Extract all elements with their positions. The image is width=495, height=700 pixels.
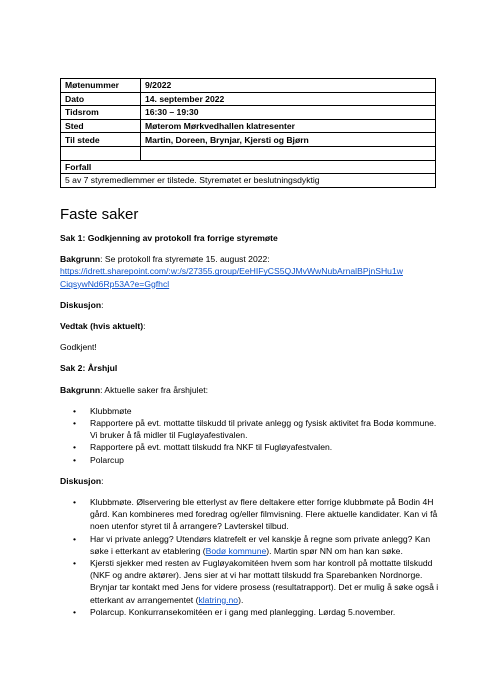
row-label: Møtenummer: [61, 79, 141, 93]
list-item: • Polarcup. Konkurransekomitéen er i gang med planlegging. Lørdag 5.november.: [90, 606, 440, 618]
row-label: [61, 146, 141, 160]
d3-text-b: ).: [238, 594, 244, 605]
table-row: [61, 174, 436, 188]
bakgrunn-label: Bakgrunn: [60, 254, 101, 265]
sak2-bakgrunn: [60, 384, 440, 396]
row-value: 9/2022: [141, 79, 436, 93]
vedtak-colon: :: [143, 321, 146, 332]
list-item: • Klubbmøte. Ølservering ble etterlyst av flere deltakere etter forrige klubbmøte på Bodin 4H gård. Kan kombineres med foredrag og/eller filmvisning. Flere aktuelle kandidater. Kan vi få noen utenfor styret til å arrangere? Lavterskel tilbud.: [90, 496, 440, 533]
sak1-vedtak-value: Godkjent!: [60, 342, 97, 353]
row-value: Martin, Doreen, Brynjar, Kjersti og Bjørn: [141, 133, 436, 147]
sak1-diskusjon: [60, 299, 440, 311]
klatring-link[interactable]: klatring.no: [198, 594, 239, 605]
row-value: Møterom Mørkvedhallen klatresenter: [141, 119, 436, 133]
diskusjon-colon: :: [101, 475, 104, 486]
meeting-info-table: [60, 78, 436, 188]
row-value: 16:30 – 19:30: [141, 106, 436, 120]
list-item: • Rapportere på evt. mottatt tilskudd fra NKF til Fugløyafestvalen.: [90, 441, 440, 453]
bakgrunn-list: [60, 405, 440, 466]
bodo-kommune-link[interactable]: Bodø kommune: [205, 545, 267, 556]
row-label: Til stede: [61, 133, 141, 147]
list-item: [90, 533, 440, 557]
section-title: Faste saker: [60, 206, 139, 223]
table-row: [61, 79, 436, 93]
list-item: [90, 557, 440, 606]
forfall-label: Forfall: [61, 160, 436, 174]
diskusjon-colon: :: [101, 299, 104, 310]
d2-text-b: ). Martin spør NN om han kan søke.: [266, 545, 403, 556]
list-item: • Klubbmøte: [90, 405, 440, 417]
table-row: [61, 146, 436, 160]
row-label: Sted: [61, 119, 141, 133]
table-row: [61, 106, 436, 120]
vedtak-label: Vedtak (hvis aktuelt): [60, 321, 144, 332]
row-value: 14. september 2022: [141, 92, 436, 106]
list-item: • Rapportere på evt. mottatte tilskudd til private anlegg og fysisk aktivitet fra Bodø kommune. Vi bruker å få midler til Fugløyafestivalen.: [90, 417, 440, 441]
sak1-title: Sak 1: Godkjenning av protokoll fra forrige styremøte: [60, 233, 278, 243]
d2-text-a: Har vi private anlegg? Utendørs klatrefelt er vel kanskje å regne som private anlegg? Kan søke i etterkant av etablering (: [90, 533, 431, 556]
diskusjon-list: [60, 496, 440, 618]
table-row: [61, 92, 436, 106]
bakgrunn-text: : Se protokoll fra styremøte 15. august 2022:: [100, 254, 270, 265]
bakgrunn-label: Bakgrunn: [60, 384, 101, 395]
protocol-link[interactable]: [60, 266, 403, 288]
d3-text-a: Kjersti sjekker med resten av Fugløyakomitéen hvem som har kontroll på mottatte tilskudd (NKF og andre aktører). Jens sier at vi har mottatt tilskudd fra Sparebanken Nordnorge. Brynjar tar kontakt med Jens for videre prosess (resultatrapport). Det er mulig å søke også i etterkant av arrangementet (: [90, 558, 439, 605]
sak2-title: Sak 2: Årshjul: [60, 363, 118, 374]
quorum-status: 5 av 7 styremedlemmer er tilstede. Styremøtet er beslutningsdyktig: [61, 174, 436, 188]
row-label: Dato: [61, 92, 141, 106]
protocol-link-line2: CiqsywNd6Rp53A?e=Ggfhcl: [60, 278, 170, 289]
table-row: [61, 133, 436, 147]
sak1-bakgrunn: [60, 253, 440, 290]
row-value: [141, 146, 436, 160]
table-row: [61, 160, 436, 174]
document-body: [60, 206, 440, 627]
diskusjon-label: Diskusjon: [60, 299, 102, 310]
bakgrunn-text: : Aktuelle saker fra årshjulet:: [100, 384, 209, 395]
table-row: [61, 119, 436, 133]
diskusjon-label: Diskusjon: [60, 475, 102, 486]
row-label: Tidsrom: [61, 106, 141, 120]
protocol-link-line1: https://idrett.sharepoint.com/:w:/s/27355.group/EeHIFyCS5QJMvWwNubArnalBPjnSHu1w: [60, 266, 403, 277]
sak2-diskusjon: [60, 475, 440, 487]
sak1-vedtak: [60, 320, 440, 332]
list-item: • Polarcup: [90, 454, 440, 466]
